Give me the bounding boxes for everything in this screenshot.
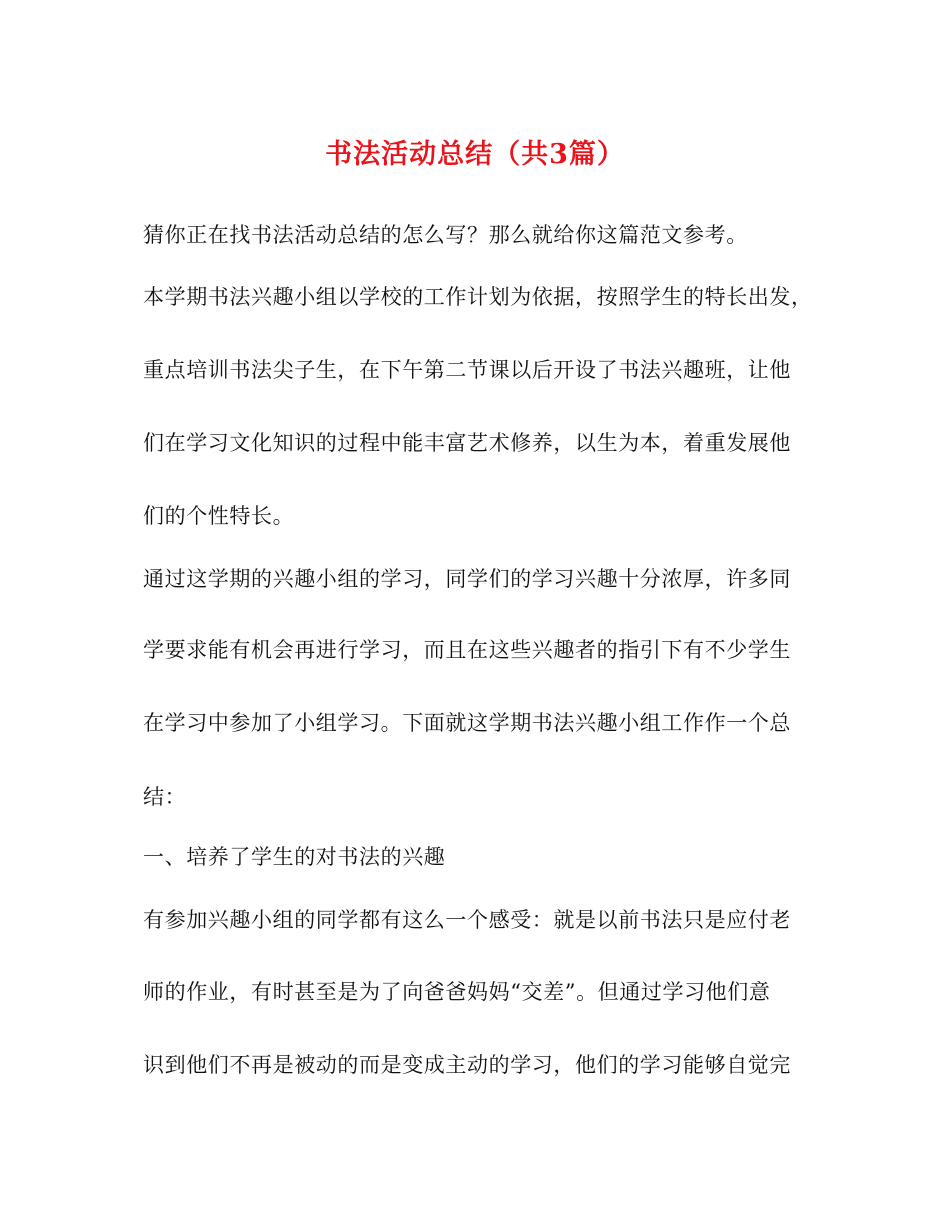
paragraph-line: 在学习中参加了小组学习。下面就这学期书法兴趣小组工作作一个总 — [143, 711, 791, 735]
section-heading: 一、培养了学生的对书法的兴趣 — [143, 845, 446, 869]
paragraph-line: 结： — [143, 785, 187, 809]
paragraph-line: 本学期书法兴趣小组以学校的工作计划为依据，按照学生的特长出发， — [143, 285, 813, 309]
paragraph-line: 有参加兴趣小组的同学都有这么一个感受：就是以前书法只是应付老 — [143, 908, 791, 932]
paragraph-line: 师的作业，有时甚至是为了向爸爸妈妈“交差”。但通过学习他们意 — [143, 980, 771, 1004]
paragraph-line: 识到他们不再是被动的而是变成主动的学习，他们的学习能够自觉完 — [143, 1053, 791, 1077]
paragraph-line: 们的个性特长。 — [143, 504, 295, 528]
intro-line: 猜你正在找书法活动总结的怎么写？那么就给你这篇范文参考。 — [143, 223, 748, 247]
paragraph-line: 重点培训书法尖子生，在下午第二节课以后开设了书法兴趣班，让他 — [143, 358, 791, 382]
document-title: 书法活动总结（共3篇） — [325, 139, 625, 170]
paragraph-line: 们在学习文化知识的过程中能丰富艺术修养，以生为本，着重发展他 — [143, 431, 791, 455]
paragraph-line: 通过这学期的兴趣小组的学习，同学们的学习兴趣十分浓厚，许多同 — [143, 567, 791, 591]
paragraph-line: 学要求能有机会再进行学习，而且在这些兴趣者的指引下有不少学生 — [143, 638, 791, 662]
